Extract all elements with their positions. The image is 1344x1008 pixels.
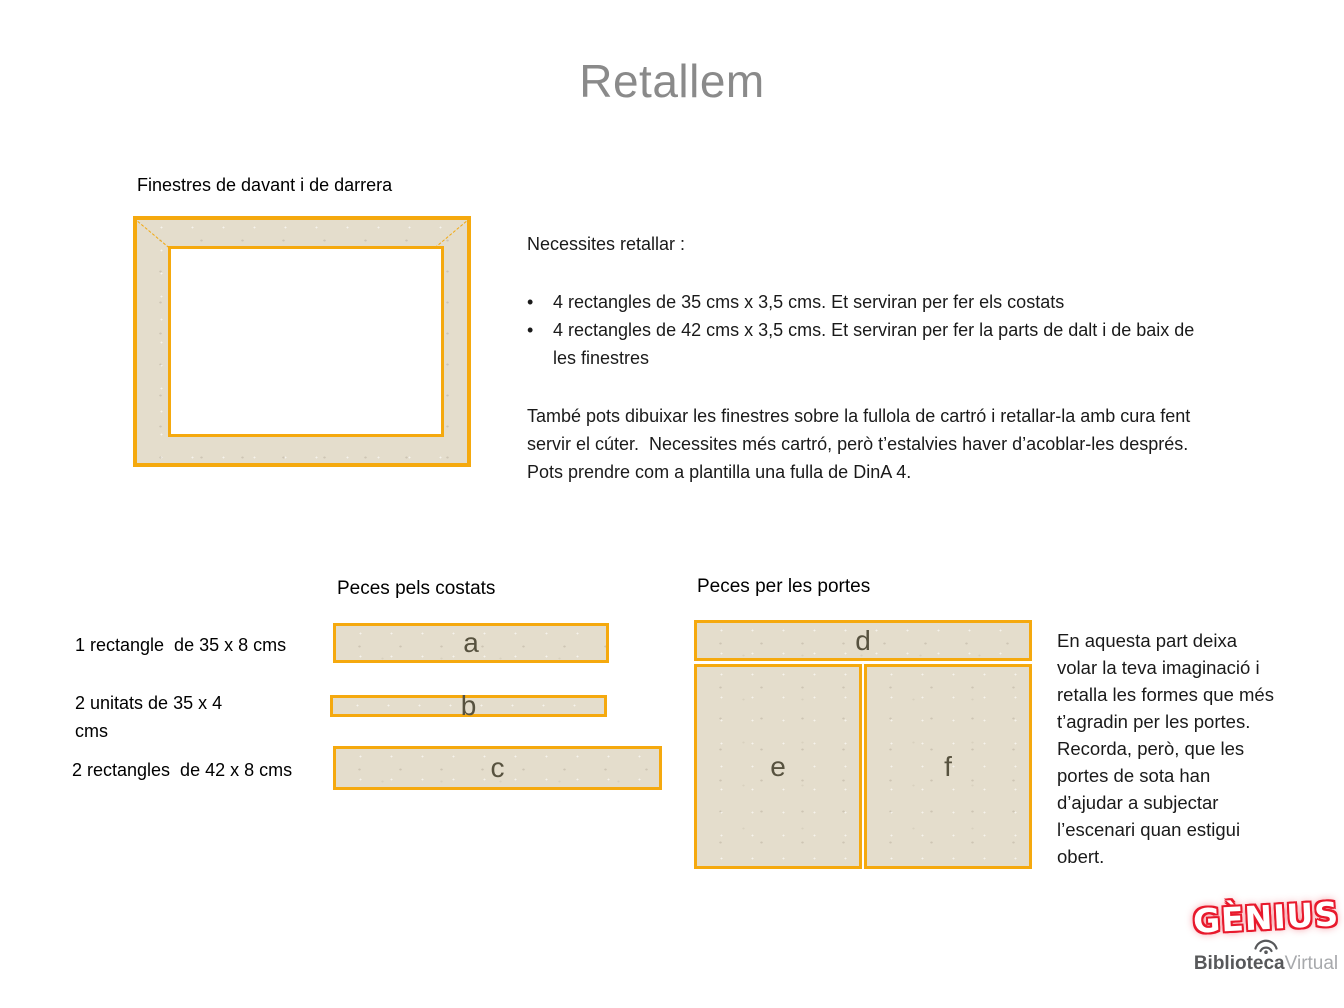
bullet-item <box>527 288 1219 316</box>
wifi-icon <box>1253 939 1279 954</box>
bullet-list <box>527 288 1219 372</box>
biblioteca-virtual-wordmark <box>1194 954 1338 974</box>
instructions-paragraph: També pots dibuixar les finestres sobre la fullola de cartró i retallar-la amb cura fent servir el cúter. Necessites més cartró, però t’estalvies haver d’acoblar-les després. Pots prendre com a plantilla una fulla de DinA 4. <box>527 406 1196 482</box>
biblioteca-text: Biblioteca <box>1193 953 1285 974</box>
piece-letter-b: b <box>460 690 477 721</box>
side-piece-label-b: 2 unitats de 35 x 4 cms <box>75 693 228 741</box>
window-opening <box>168 246 444 437</box>
piece-letter-e: e <box>770 750 786 782</box>
instructions-block <box>527 233 1219 486</box>
frame-bevel-line-right <box>435 221 467 248</box>
windows-section-label: Finestres de davant i de darrera <box>137 175 393 195</box>
piece-letter-c: c <box>490 752 505 783</box>
virtual-text: Virtual <box>1284 953 1339 974</box>
side-piece-label-a: 1 rectangle de 35 x 8 cms <box>75 635 287 655</box>
side-piece-label-c: 2 rectangles de 42 x 8 cms <box>72 760 293 780</box>
piece-letter-d: d <box>855 624 871 656</box>
bullet-item <box>527 316 1219 372</box>
piece-rectangle-b <box>330 690 607 721</box>
bullet-text: 4 rectangles de 35 cms x 3,5 cms. Et serviran per fer els costats <box>553 292 1065 312</box>
piece-rectangle-f <box>864 664 1032 869</box>
frame-bevel-line-left <box>137 221 169 248</box>
genius-biblioteca-logo <box>1190 894 1342 974</box>
instructions-heading: Necessites retallar : <box>527 234 686 254</box>
piece-letter-a: a <box>463 627 479 658</box>
doors-section-heading: Peces per les portes <box>697 576 871 597</box>
piece-letter-f: f <box>944 750 952 782</box>
doors-note-text: En aquesta part deixa volar la teva imaginació i retalla les formes que més t’agradin per les portes. Recorda, però, que les portes de sota han d’ajudar a subjectar l’escenari quan estigui obert. <box>1057 630 1274 867</box>
bullet-text: 4 rectangles de 42 cms x 3,5 cms. Et serviran per fer la parts de dalt i de baix de les finestres <box>553 320 1195 368</box>
sides-section-heading: Peces pels costats <box>337 578 496 599</box>
bullet-icon: • <box>527 292 534 312</box>
genius-brand-text: GÈNIUS <box>1192 894 1340 941</box>
page-title: Retallem <box>579 55 765 107</box>
piece-rectangle-c <box>333 746 662 790</box>
piece-rectangle-a <box>333 623 609 663</box>
bullet-icon: • <box>527 320 534 340</box>
piece-rectangle-e <box>694 664 862 869</box>
window-frame-image <box>133 216 471 467</box>
piece-rectangle-d <box>694 620 1032 661</box>
